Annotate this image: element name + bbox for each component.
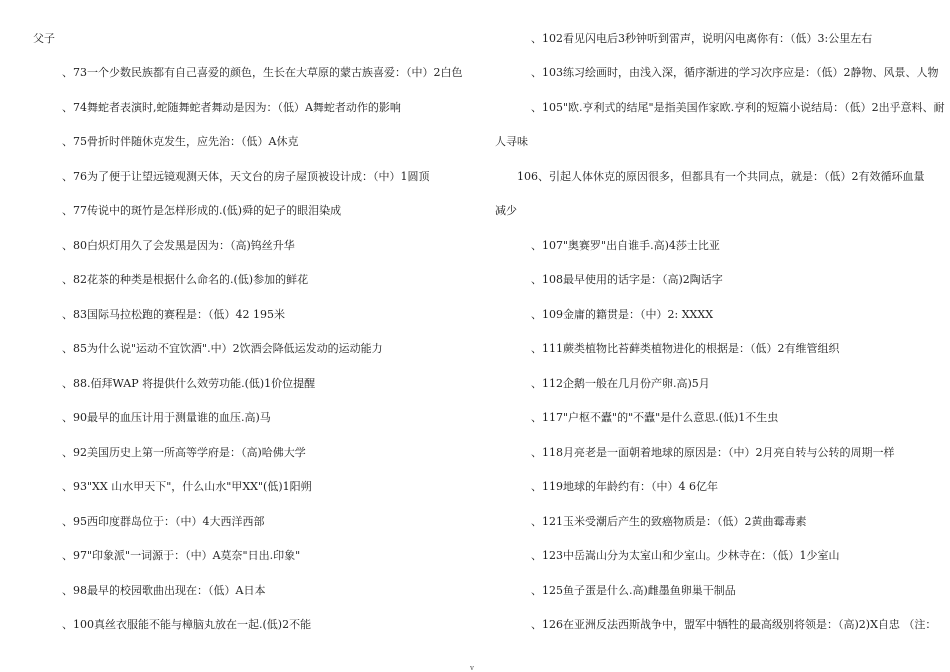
list-item: 、119地球的年龄约有：（中）4 6亿年 [531,480,718,493]
continuation-text: 减少 [495,204,517,217]
list-item: 106、引起人体休克的原因很多，但都具有一个共同点，就是：（低）2有效循环血量 [517,170,925,183]
list-item: 、125鱼子蛋是什么.高)雌墨鱼卵巢干制品 [531,584,736,597]
list-item: 、109金庸的籍贯是：（中）2: XXXX [531,308,714,321]
list-item: 、80白炽灯用久了会发黑是因为：（高)钨丝升华 [62,239,295,252]
list-item: 、74舞蛇者表演时,蛇随舞蛇者舞动是因为：（低）A舞蛇者动作的影响 [62,101,401,114]
list-item: 、117"户枢不蠹"的"不蠹"是什么意思.(低)1不生虫 [531,411,779,424]
list-item: 、112企鹅一般在几月份产卵.高)5月 [531,377,710,390]
list-item: 、93"XX 山水甲天下"，什么山水"甲XX"(低)1阳朔 [62,480,312,493]
list-item: 、97"印象派"一词源于：（中）A莫奈"日出.印象" [62,549,301,562]
list-item: 、103练习绘画时，由浅入深，循序渐进的学习次序应是：（低）2静物、风景、人物 [531,66,939,79]
list-item: 、90最早的血压计用于测量谁的血压.高)马 [62,411,271,424]
list-item: 、108最早使用的话字是：（高)2陶话字 [531,273,723,286]
list-item: 、92美国历史上第一所高等学府是：（高)哈佛大学 [62,446,306,459]
list-item: 、88.佰拜WAP 将提供什么效劳功能.(低)1价位提醒 [62,377,316,390]
list-item: 、98最早的校园歌曲出现在：（低）A日本 [62,584,266,597]
list-item: 、102看见闪电后3秒钟听到雷声，说明闪电离你有：（低）3:公里左右 [531,32,873,45]
list-item: 、121玉米受潮后产生的致癌物质是：（低）2黄曲霉毒素 [531,515,807,528]
list-item: 、82花茶的种类是根据什么命名的.(低)参加的鲜花 [62,273,309,286]
list-item: 、107"奥赛罗"出自谁手.高)4莎士比亚 [531,239,720,252]
list-item: 、105"欧.亨利式的结尾"是指美国作家欧.亨利的短篇小说结局：（低）2出乎意料、耐 [531,101,945,114]
list-item: 、77传说中的斑竹是怎样形成的.(低)舜的妃子的眼泪染成 [62,204,342,217]
list-item: 、111蕨类植物比苔藓类植物进化的根据是：（低）2有维管组织 [531,342,840,355]
list-item: 、123中岳嵩山分为太室山和少室山。少林寺在：（低）1少室山 [531,549,840,562]
list-item: 、118月亮老是一面朝着地球的原因是：（中）2月亮自转与公转的周期一样 [531,446,895,459]
list-item: 、85为什么说"运动不宜饮酒".中）2饮酒会降低运发动的运动能力 [62,342,383,355]
footer-mark: v [470,664,474,672]
list-item: 、95西印度群岛位于：（中）4大西洋西部 [62,515,265,528]
list-item: 、75骨折时伴随休克发生，应先治：（低）A休克 [62,135,299,148]
list-item: 、76为了便于让望远镜观测天体，天文台的房子屋顶被设计成：（中）1圆顶 [62,170,430,183]
continuation-text: 人寻味 [495,135,528,148]
left-heading: 父子 [33,32,55,45]
list-item: 、83国际马拉松跑的赛程是：（低）42 195米 [62,308,285,321]
list-item: 、100真丝衣服能不能与樟脑丸放在一起.(低)2不能 [62,618,312,631]
list-item: 、73一个少数民族都有自己喜爱的颜色，生长在大草原的蒙古族喜爱：（中）2白色 [62,66,463,79]
list-item: 、126在亚洲反法西斯战争中，盟军中牺牲的最高级别将领是：（高)2)X自忠 （注： [531,618,937,631]
